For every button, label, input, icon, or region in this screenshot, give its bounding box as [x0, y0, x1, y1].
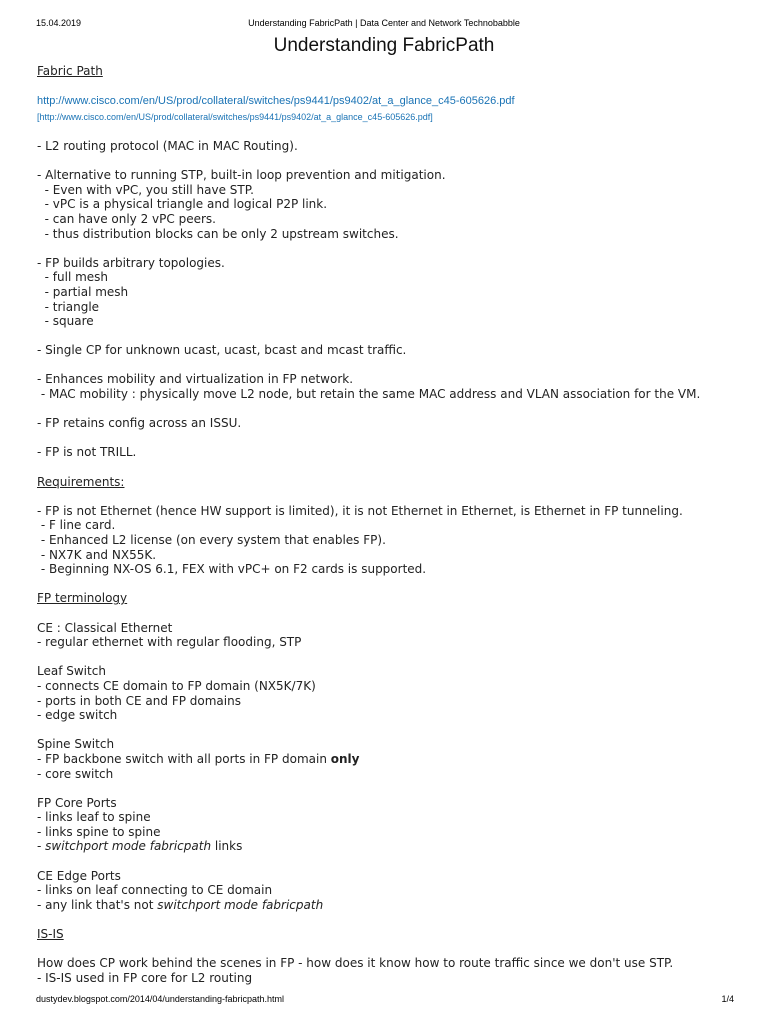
intro-line: - can have only 2 vPC peers. [37, 211, 216, 226]
term-line: - core switch [37, 766, 114, 781]
print-footer [0, 994, 768, 1008]
term-line: - ports in both CE and FP domains [37, 693, 241, 708]
intro-line: - Alternative to running STP, built-in loop prevention and mitigation. [37, 168, 446, 183]
page-number: 1/4 [721, 994, 734, 1004]
intro-line: - Even with vPC, you still have STP. [37, 182, 254, 197]
isis-line: - IS-IS used in FP core for L2 routing [37, 970, 253, 985]
heading-is-is: IS-IS [37, 927, 64, 942]
print-footer-url: dustydev.blogspot.com/2014/04/understanding-fabricpath.html [36, 994, 284, 1004]
term-line-text: links [211, 839, 243, 854]
intro-line: - thus distribution blocks can be only 2 upstream switches. [37, 226, 399, 241]
term-line [37, 898, 737, 913]
term-line: - links spine to spine [37, 824, 161, 839]
cisco-pdf-link[interactable]: http://www.cisco.com/en/US/prod/collateral/switches/ps9441/ps9402/at_a_glance_c45-605626.pdf [37, 95, 515, 108]
intro-line: - full mesh [37, 270, 109, 285]
term-line-text: - FP backbone switch with all ports in FP domain [37, 751, 331, 766]
term-title: Leaf Switch [37, 664, 106, 679]
print-date: 15.04.2019 [36, 18, 82, 28]
intro-line: - partial mesh [37, 284, 129, 299]
term-line: - links on leaf connecting to CE domain [37, 883, 273, 898]
requirement-line: - Enhanced L2 license (on every system that enables FP). [37, 533, 386, 547]
term-line-text: - any link that's not [37, 897, 158, 912]
intro-line: - L2 routing protocol (MAC in MAC Routing). [37, 138, 298, 153]
intro-line: - triangle [37, 299, 100, 314]
term-line-italic: switchport mode fabricpath [157, 897, 324, 912]
requirement-line: - NX7K and NX55K. [37, 547, 157, 562]
term-line-italic: switchport mode fabricpath [45, 839, 212, 854]
intro-line: - FP is not TRILL. [37, 445, 137, 460]
term-line: - connects CE domain to FP domain (NX5K/7K) [37, 678, 316, 693]
post-body [37, 64, 737, 985]
intro-line: - MAC mobility : physically move L2 node, but retain the same MAC address and VLAN association for the VM. [37, 387, 701, 402]
intro-line: - square [37, 314, 94, 329]
term-title: CE Edge Ports [37, 868, 121, 883]
term-line-text: - [37, 839, 46, 854]
term-title: Spine Switch [37, 737, 115, 752]
term-line-bold: only [330, 751, 360, 766]
term-line: - regular ethernet with regular flooding, STP [37, 635, 302, 650]
isis-line: How does CP work behind the scenes in FP - how does it know how to route traffic since we don't use STP. [37, 956, 674, 971]
intro-line: - vPC is a physical triangle and logical P2P link. [37, 197, 328, 212]
term-title: FP Core Ports [37, 795, 117, 810]
requirement-line: - Beginning NX-OS 6.1, FEX with vPC+ on F2 cards is supported. [37, 562, 427, 577]
term-line: - links leaf to spine [37, 810, 151, 825]
cisco-pdf-link-bracketed[interactable]: [http://www.cisco.com/en/US/prod/collateral/switches/ps9441/ps9402/at_a_glance_c45-605626.pdf] [37, 111, 433, 122]
heading-fp-terminology: FP terminology [37, 591, 128, 606]
intro-line: - FP retains config across an ISSU. [37, 416, 242, 431]
term-line [37, 752, 737, 767]
term-line: - edge switch [37, 708, 118, 723]
requirement-line: - FP is not Ethernet (hence HW support is limited), it is not Ethernet in Ethernet, is Ethernet in FP tunneling. [37, 503, 683, 518]
term-title: CE : Classical Ethernet [37, 620, 173, 635]
intro-line: - Enhances mobility and virtualization in FP network. [37, 372, 354, 387]
heading-fabric-path: Fabric Path [37, 64, 103, 78]
term-line [37, 839, 737, 854]
print-header [0, 18, 768, 32]
intro-line: - FP builds arbitrary topologies. [37, 255, 225, 270]
intro-line: - Single CP for unknown ucast, ucast, bcast and mcast traffic. [37, 343, 407, 358]
heading-requirements: Requirements: [37, 474, 125, 489]
requirement-line: - F line card. [37, 518, 116, 533]
print-page-title: Understanding FabricPath | Data Center and Network Technobabble [248, 18, 520, 28]
post-title: Understanding FabricPath [273, 35, 495, 56]
